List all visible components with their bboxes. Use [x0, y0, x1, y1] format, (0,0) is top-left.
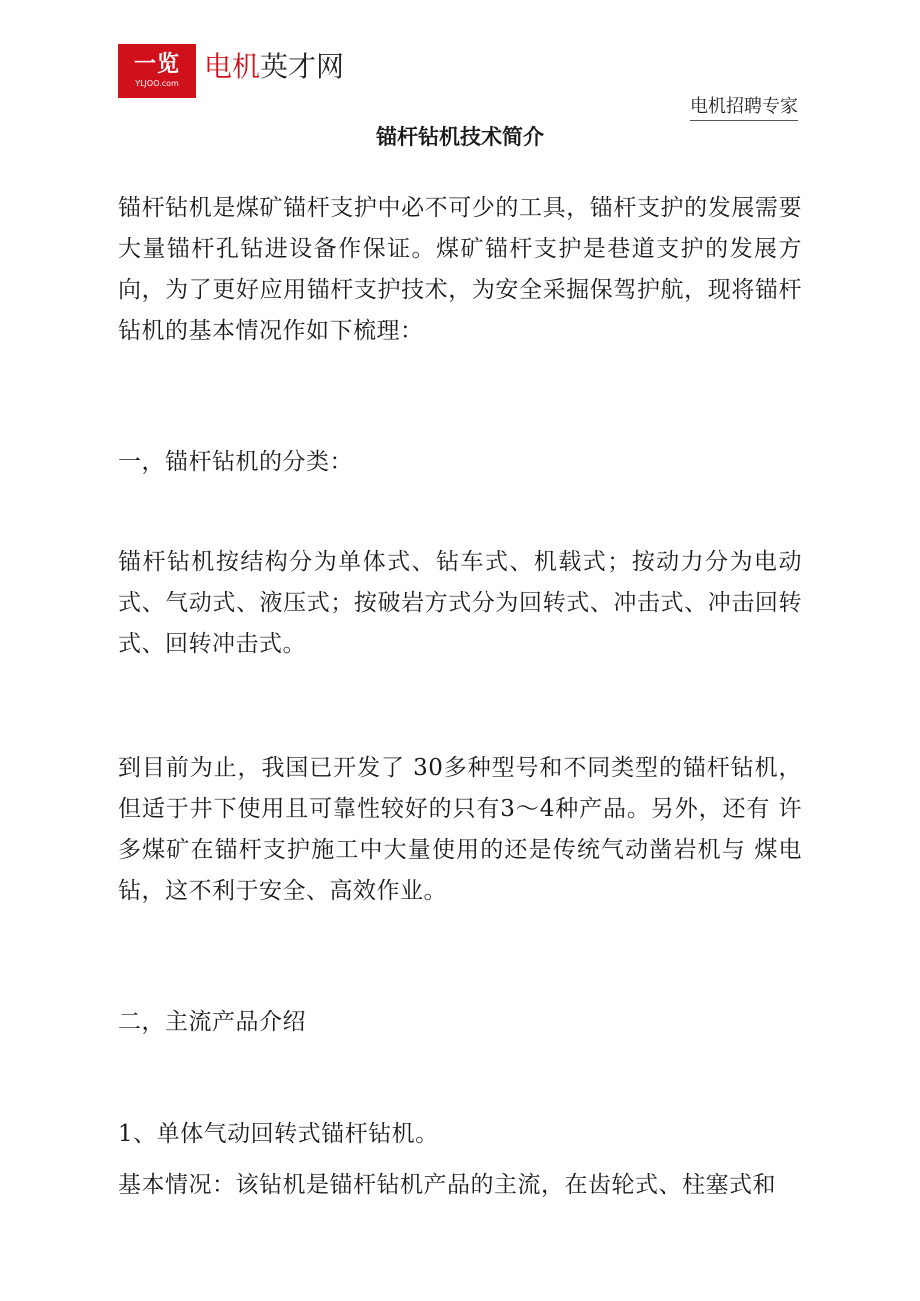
site-logo[interactable]: [118, 44, 344, 98]
logo-wordmark-black: 英才网: [260, 50, 345, 83]
logo-wordmark-red: 电机: [204, 50, 261, 83]
header-tagline: 电机招聘专家: [690, 96, 798, 121]
paragraph-classification: 锚杆钻机按结构分为单体式、钻车式、机载式；按动力分为电动式、气动式、液压式；按破岩方式分为回转式、冲击式、冲击回转式、回转冲击式。: [118, 549, 802, 657]
subsection-heading: 1、单体气动回转式锚杆钻机。: [118, 1121, 439, 1147]
paragraph-basic-info: 基本情况：该钻机是锚杆钻机产品的主流，在齿轮式、柱塞式和: [118, 1172, 776, 1198]
paragraph-status: 到目前为止，我国已开发了 30多种型号和不同类型的锚杆钻机，但适于井下使用且可靠性较好的只有3〜4种产品。另外，还有 许多煤矿在锚杆支护施工中大量使用的还是传统气动凿岩机与 煤电钻，这不利于安全、高效作业。: [118, 755, 802, 904]
document-title: 锚杆钻机技术简介: [376, 125, 544, 149]
logo-badge-domain: YLJOO.com: [135, 79, 179, 88]
logo-badge-mark: 一览: [133, 52, 180, 77]
paragraph-intro: 锚杆钻机是煤矿锚杆支护中必不可少的工具，锚杆支护的发展需要大量锚杆孔钻进设备作保证。煤矿锚杆支护是巷道支护的发展方向，为了更好应用锚杆支护技术，为安全采掘保驾护航，现将锚杆钻机的基本情况作如下梳理：: [118, 195, 802, 344]
logo-badge: [118, 44, 196, 98]
section-heading-1: 一，锚杆钻机的分类：: [118, 449, 353, 475]
logo-wordmark: [204, 47, 344, 87]
section-heading-2: 二，主流产品介绍: [118, 1009, 306, 1035]
